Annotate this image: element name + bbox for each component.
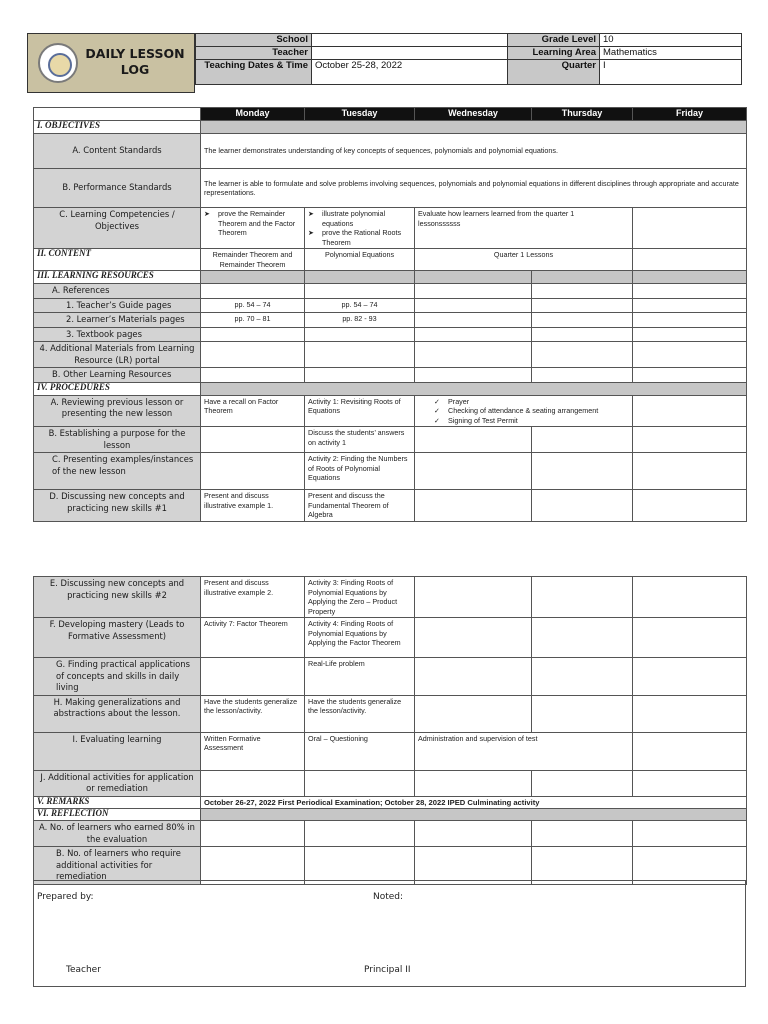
other-resources-label: B. Other Learning Resources (34, 368, 201, 383)
check-icon: ✓ (434, 396, 441, 406)
learning-area-value: Mathematics (600, 47, 742, 60)
procedure-d-label: D. Discussing new concepts and practicing new skills #1 (34, 490, 201, 522)
section-objectives: I. OBJECTIVES (34, 121, 201, 134)
teacher-value (312, 47, 508, 60)
content-monday: Remainder Theorem and Remainder Theorem (201, 249, 305, 271)
additional-materials-label: 4. Additional Materials from Learning Resource (LR) portal (34, 342, 201, 368)
section-learning-resources: III. LEARNING RESOURCES (34, 271, 201, 284)
content-friday (633, 249, 747, 271)
lm-pages-tuesday: pp. 82 - 93 (305, 313, 415, 328)
document-title: DAILY LESSON LOG (85, 46, 185, 77)
section-content: II. CONTENT (34, 249, 201, 271)
teaching-dates-label: Teaching Dates & Time (196, 60, 312, 85)
learning-competencies-label: C. Learning Competencies / Objectives (34, 208, 201, 249)
content-standards-text: The learner demonstrates understanding of key concepts of sequences, polynomials and polynomial equations. (201, 134, 747, 169)
teaching-dates-value: October 25-28, 2022 (312, 60, 508, 85)
learners-materials-label: 2. Learner’s Materials pages (34, 313, 201, 328)
section-procedures: IV. PROCEDURES (34, 382, 201, 395)
day-friday: Friday (633, 108, 747, 121)
procedure-h-tuesday: Have the students generalize the lesson/activity. (305, 695, 415, 732)
content-standards-label: A. Content Standards (34, 134, 201, 169)
deped-seal-icon (38, 43, 78, 83)
competency-tuesday: ➤ illustrate polynomial equations ➤ prove the Rational Roots Theorem (305, 208, 415, 249)
competency-monday: ➤ prove the Remainder Theorem and the Factor Theorem (201, 208, 305, 249)
day-monday: Monday (201, 108, 305, 121)
bullet-arrow-icon: ➤ (308, 228, 315, 237)
procedure-g-tuesday: Real-Life problem (305, 658, 415, 696)
procedure-i-label: I. Evaluating learning (34, 732, 201, 770)
procedure-i-monday: Written Formative Assessment (201, 732, 305, 770)
teacher-signature-label: Teacher (66, 965, 101, 975)
remarks-text: October 26-27, 2022 First Periodical Examination; October 28, 2022 IPED Culminating activity (201, 796, 747, 809)
school-label: School (196, 34, 312, 47)
procedure-a-label: A. Reviewing previous lesson or presenting the new lesson (34, 395, 201, 427)
competency-friday (633, 208, 747, 249)
content-tuesday: Polynomial Equations (305, 249, 415, 271)
day-tuesday: Tuesday (305, 108, 415, 121)
tg-pages-monday: pp. 54 – 74 (201, 298, 305, 313)
procedure-i-tuesday: Oral – Questioning (305, 732, 415, 770)
procedure-j-label: J. Additional activities for application or remediation (34, 770, 201, 796)
procedure-h-monday: Have the students generalize the lesson/activity. (201, 695, 305, 732)
bullet-arrow-icon: ➤ (308, 209, 315, 218)
bullet-arrow-icon: ➤ (204, 209, 211, 218)
grade-level-value: 10 (600, 34, 742, 47)
procedure-a-monday: Have a recall on Factor Theorem (201, 395, 305, 427)
performance-standards-text: The learner is able to formulate and solve problems involving sequences, polynomials and polynomial equations in different disciplines through appropriate and accurate representations. (201, 169, 747, 208)
check-icon: ✓ (434, 415, 441, 425)
grade-level-label: Grade Level (508, 34, 600, 47)
reflection-b-label: B. No. of learners who require additional activities for remediation (34, 847, 201, 885)
procedure-c-tuesday: Activity 2: Finding the Numbers of Roots of Polynomial Equations (305, 453, 415, 490)
tg-pages-tuesday: pp. 54 – 74 (305, 298, 415, 313)
procedure-f-label: F. Developing mastery (Leads to Formative Assessment) (34, 618, 201, 658)
lesson-log-table-page1 (33, 107, 747, 522)
reflection-a-label: A. No. of learners who earned 80% in the evaluation (34, 821, 201, 847)
procedure-d-tuesday: Present and discuss the Fundamental Theorem of Algebra (305, 490, 415, 522)
procedure-c-label: C. Presenting examples/instances of the new lesson (34, 453, 201, 490)
procedure-h-label: H. Making generalizations and abstractions about the lesson. (34, 695, 201, 732)
procedure-f-monday: Activity 7: Factor Theorem (201, 618, 305, 658)
noted-label: Noted: (373, 892, 404, 902)
day-thursday: Thursday (532, 108, 633, 121)
procedure-e-monday: Present and discuss illustrative example 2. (201, 577, 305, 618)
check-icon: ✓ (434, 406, 441, 415)
section-fill (201, 121, 747, 134)
lesson-log-table-page2 (33, 576, 747, 885)
procedure-a-wednesday: ✓ Prayer ✓ Checking of attendance & seating arrangement ✓ Signing of Test Permit (415, 395, 633, 427)
teachers-guide-label: 1. Teacher’s Guide pages (34, 298, 201, 313)
school-value (312, 34, 508, 47)
day-header-row (34, 108, 747, 121)
procedure-i-wednesday: Administration and supervision of test (415, 732, 633, 770)
textbook-pages-label: 3. Textbook pages (34, 327, 201, 342)
performance-standards-label: B. Performance Standards (34, 169, 201, 208)
school-logo-box (27, 33, 195, 93)
section-remarks: V. REMARKS (34, 796, 201, 809)
procedure-d-monday: Present and discuss illustrative example 1. (201, 490, 305, 522)
day-wednesday: Wednesday (415, 108, 532, 121)
section-reflection: VI. REFLECTION (34, 809, 201, 821)
corner-cell (34, 108, 201, 121)
quarter-value: I (600, 60, 742, 85)
procedure-a-tuesday: Activity 1: Revisiting Roots of Equations (305, 395, 415, 427)
procedure-b-tuesday: Discuss the students’ answers on activity 1 (305, 427, 415, 453)
teacher-label: Teacher (196, 47, 312, 60)
competency-wednesday: Evaluate how learners learned from the quarter 1 lessonssssss (415, 208, 633, 249)
quarter-label: Quarter (508, 60, 600, 85)
procedure-e-label: E. Discussing new concepts and practicing new skills #2 (34, 577, 201, 618)
principal-signature-label: Principal II (364, 965, 411, 975)
procedure-e-tuesday: Activity 3: Finding Roots of Polynomial Equations by Applying the Zero – Product Property (305, 577, 415, 618)
header-info-table (195, 33, 742, 85)
learning-area-label: Learning Area (508, 47, 600, 60)
procedure-f-tuesday: Activity 4: Finding Roots of Polynomial Equations by Applying the Factor Theorem (305, 618, 415, 658)
references-label: A. References (34, 284, 201, 299)
procedure-b-label: B. Establishing a purpose for the lesson (34, 427, 201, 453)
content-wednesday-thursday: Quarter 1 Lessons (415, 249, 633, 271)
procedure-g-label: G. Finding practical applications of concepts and skills in daily living (34, 658, 201, 696)
signature-block (33, 880, 746, 987)
prepared-by-label: Prepared by: (37, 892, 94, 902)
lm-pages-monday: pp. 70 – 81 (201, 313, 305, 328)
